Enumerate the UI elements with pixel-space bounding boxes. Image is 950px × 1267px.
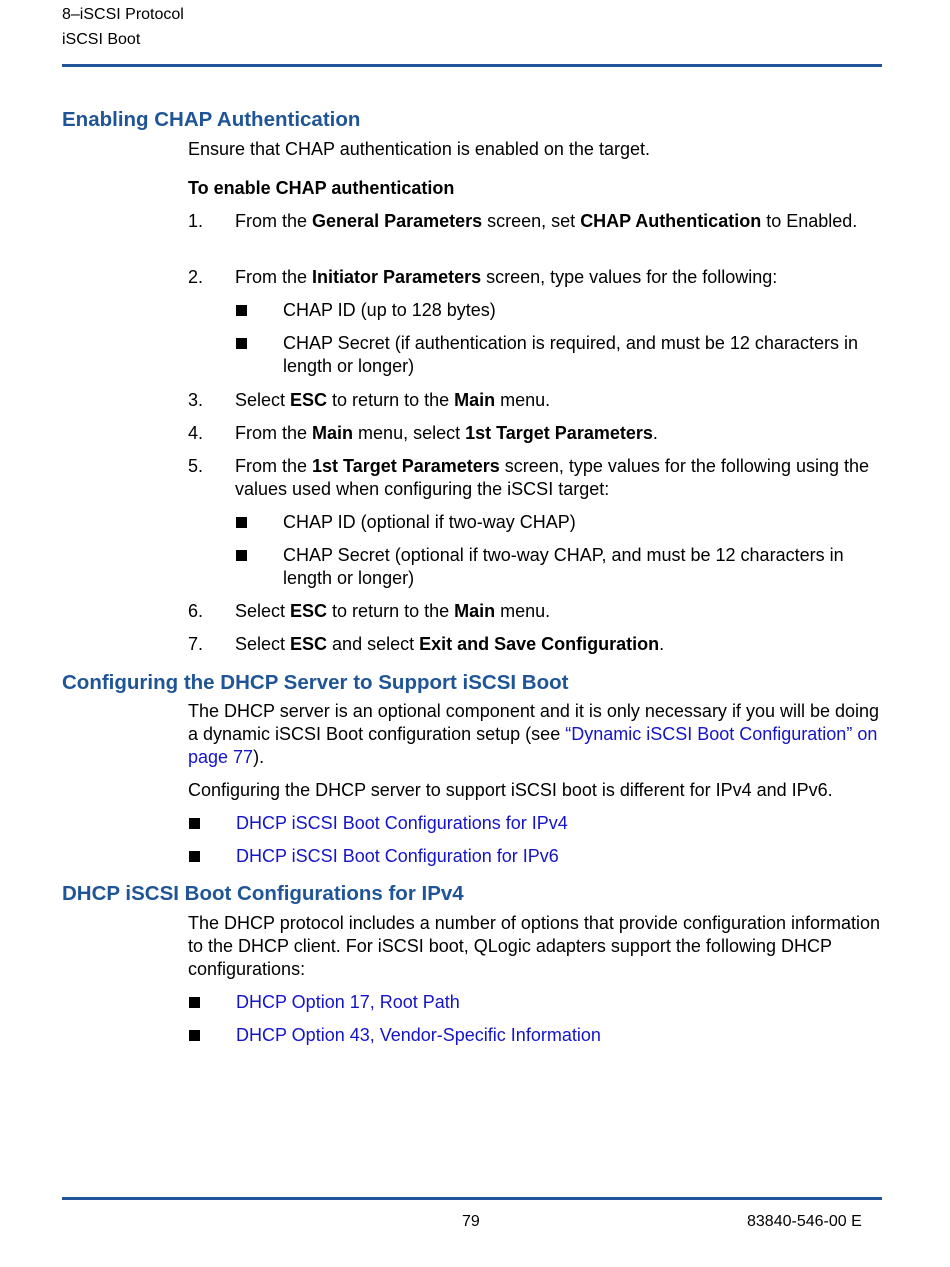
square-bullet-icon bbox=[236, 305, 247, 316]
square-bullet-icon bbox=[189, 997, 200, 1008]
dynamic-boot-config-link[interactable]: “Dynamic iSCSI Boot Configuration” on page 77 bbox=[188, 724, 878, 767]
section-heading-ipv4: DHCP iSCSI Boot Configurations for IPv4 bbox=[62, 882, 464, 905]
procedure-title: To enable CHAP authentication bbox=[188, 178, 455, 198]
step-number: 5. bbox=[188, 456, 204, 476]
step-text: Select ESC to return to the Main menu. bbox=[235, 390, 551, 410]
step-number: 6. bbox=[188, 601, 204, 621]
square-bullet-icon bbox=[189, 1030, 200, 1041]
header-rule bbox=[62, 64, 882, 67]
step-number: 4. bbox=[188, 423, 204, 443]
dhcp-protocol-paragraph: The DHCP protocol includes a number of options that provide configuration information to the DHCP client. For iSCSI boot, QLogic adapters support the following DHCP configurations: bbox=[188, 913, 881, 979]
step-text: From the 1st Target Parameters screen, type values for the following using the values used when configuring the iSCSI target: bbox=[235, 456, 870, 499]
step-number: 3. bbox=[188, 390, 204, 410]
page-number: 79 bbox=[462, 1213, 480, 1230]
step-number: 2. bbox=[188, 267, 204, 287]
step-text: Select ESC and select Exit and Save Configuration. bbox=[235, 634, 665, 654]
square-bullet-icon bbox=[236, 517, 247, 528]
chap-intro: Ensure that CHAP authentication is enabled on the target. bbox=[188, 139, 650, 159]
section-heading-dhcp-server: Configuring the DHCP Server to Support iSCSI Boot bbox=[62, 671, 569, 694]
running-header-chapter: 8–iSCSI Protocol bbox=[62, 6, 184, 23]
step-text: From the General Parameters screen, set CHAP Authentication to Enabled. bbox=[235, 211, 858, 231]
ipv4-config-link[interactable]: DHCP iSCSI Boot Configurations for IPv4 bbox=[236, 813, 568, 833]
square-bullet-icon bbox=[189, 851, 200, 862]
footer-rule bbox=[62, 1197, 882, 1200]
section-heading-chap: Enabling CHAP Authentication bbox=[62, 108, 361, 131]
square-bullet-icon bbox=[189, 818, 200, 829]
step-text: From the Main menu, select 1st Target Parameters. bbox=[235, 423, 658, 443]
square-bullet-icon bbox=[236, 550, 247, 561]
square-bullet-icon bbox=[236, 338, 247, 349]
step-number: 7. bbox=[188, 634, 204, 654]
step-text: Select ESC to return to the Main menu. bbox=[235, 601, 551, 621]
ipv6-config-link[interactable]: DHCP iSCSI Boot Configuration for IPv6 bbox=[236, 846, 559, 866]
option-17-link[interactable]: DHCP Option 17, Root Path bbox=[236, 992, 460, 1012]
step-text: From the Initiator Parameters screen, type values for the following: bbox=[235, 267, 778, 287]
dhcp-server-paragraph: The DHCP server is an optional component and it is only necessary if you will be doing a dynamic iSCSI Boot configuration setup (see “Dynamic iSCSI Boot Configuration” on page 77). bbox=[188, 701, 880, 767]
ipv4-ipv6-paragraph: Configuring the DHCP server to support iSCSI boot is different for IPv4 and IPv6. bbox=[188, 780, 833, 800]
option-43-link[interactable]: DHCP Option 43, Vendor-Specific Information bbox=[236, 1025, 601, 1045]
running-header-section: iSCSI Boot bbox=[62, 31, 141, 48]
document-id: 83840-546-00 E bbox=[747, 1213, 862, 1230]
step-number: 1. bbox=[188, 211, 204, 231]
